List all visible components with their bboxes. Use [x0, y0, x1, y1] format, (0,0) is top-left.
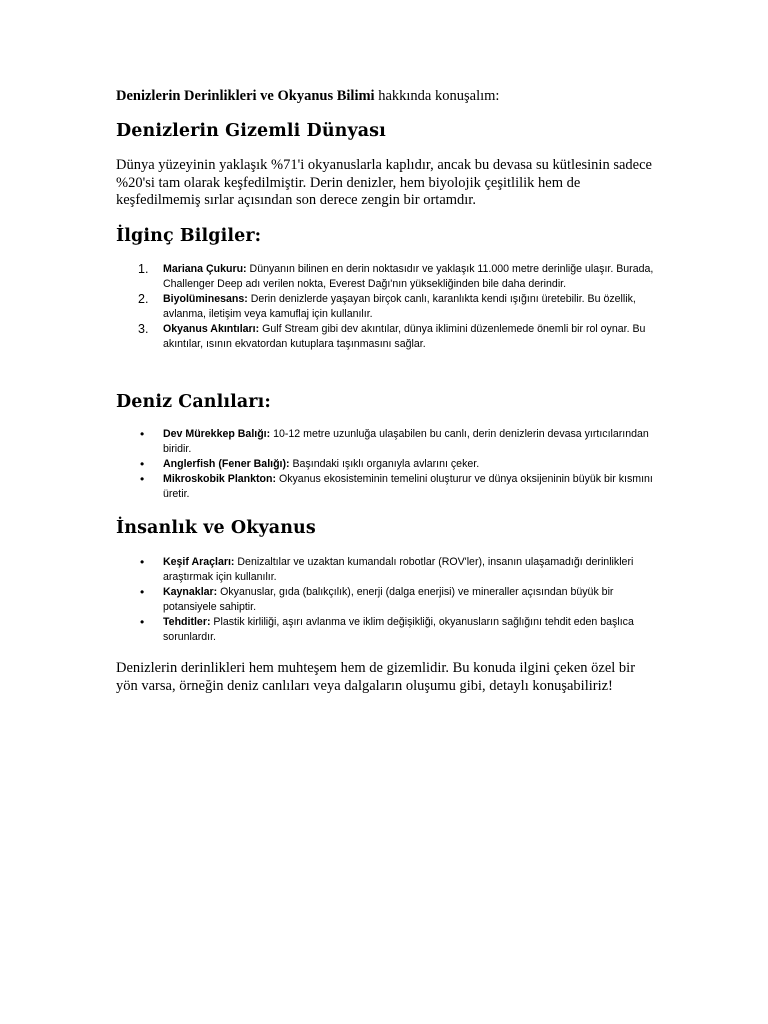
list-number: 1. — [138, 262, 149, 276]
item-text: 10-12 metre uzunluğa ulaşabilen bu canlı, derin denizlerin devasa yırtıcılarından biridir. — [163, 428, 649, 455]
bullet-list-deniz-canlilari — [116, 427, 656, 502]
item-title: Mariana Çukuru: — [163, 263, 247, 275]
item-title: Okyanus Akıntıları: — [163, 323, 260, 335]
list-item — [116, 615, 656, 645]
closing-paragraph: Denizlerin derinlikleri hem muhteşem hem de gizemlidir. Bu konuda ilgini çeken özel bir yön varsa, örneğin deniz canlıları veya dalgaların oluşumu gibi, detaylı konuşabiliriz! — [116, 660, 636, 694]
bullet-icon: • — [140, 615, 145, 629]
list-item — [116, 555, 656, 585]
item-title: Anglerfish (Fener Balığı): — [163, 458, 290, 470]
paragraph-gizemli-dunya: Dünya yüzeyinin yaklaşık %71'i okyanuslarla kaplıdır, ancak bu devasa su kütlesinin sadece %20'si tam olarak keşfedilmiştir. Derin denizler, hem biyolojik çeşitlilik hem de keşfedilmemiş sırlar açısından son derece zengin bir ortamdır. — [116, 157, 652, 208]
item-text: Okyanus ekosisteminin temelini oluşturur ve dünya oksijeninin büyük bir kısmını üretir. — [163, 473, 653, 500]
bullet-icon: • — [140, 427, 145, 441]
list-item — [116, 262, 656, 292]
item-title: Mikroskobik Plankton: — [163, 473, 277, 485]
bullet-list-insanlik-ve-okyanus — [116, 555, 656, 645]
item-text: Plastik kirliliği, aşırı avlanma ve iklim değişikliği, okyanusların sağlığını tehdit eden başlıca sorunlardır. — [163, 616, 634, 643]
item-text: Gulf Stream gibi dev akıntılar, dünya iklimini düzenlemede önemli bir rol oynar. Bu akıntılar, ısının ekvatordan kutuplara taşınmasını sağlar. — [163, 323, 646, 350]
item-text: Başındaki ışıklı organıyla avlarını çeker. — [289, 458, 480, 470]
list-item — [116, 427, 656, 457]
list-item — [116, 585, 656, 615]
intro-topic: Denizlerin Derinlikleri ve Okyanus Bilimi — [116, 88, 375, 104]
intro-line — [116, 87, 676, 105]
bullet-icon: • — [140, 555, 145, 569]
list-item — [116, 472, 656, 502]
item-text: Denizaltılar ve uzaktan kumandalı robotlar (ROV'ler), insanın ulaşamadığı derinlikleri araştırmak için kullanılır. — [163, 556, 634, 583]
bullet-icon: • — [140, 585, 145, 599]
item-title: Biyolüminesans: — [163, 293, 248, 305]
bullet-icon: • — [140, 457, 145, 471]
heading-insanlik-ve-okyanus: İnsanlık ve Okyanus — [116, 518, 316, 538]
list-number: 3. — [138, 322, 149, 336]
item-text: Dünyanın bilinen en derin noktasıdır ve yaklaşık 11.000 metre derinliğe ulaşır. Burada, Challenger Deep adı verilen nokta, Everest Dağı'nın yüksekliğinden bile daha derindir. — [163, 263, 654, 290]
list-item — [116, 292, 656, 322]
item-title: Dev Mürekkep Balığı: — [163, 428, 271, 440]
item-text: Okyanuslar, gıda (balıkçılık), enerji (dalga enerjisi) ve mineraller açısından büyük bir potansiyele sahiptir. — [163, 586, 614, 613]
heading-ilginc-bilgiler: İlginç Bilgiler: — [116, 226, 262, 246]
item-title: Keşif Araçları: — [163, 556, 235, 568]
item-text: Derin denizlerde yaşayan birçok canlı, karanlıkta kendi ışığını üretebilir. Bu özellik, avlanma, iletişim veya kamuflaj için kullanılır. — [163, 293, 636, 320]
numbered-list-ilginc-bilgiler — [116, 262, 656, 352]
bullet-icon: • — [140, 472, 145, 486]
heading-gizemli-dunya: Denizlerin Gizemli Dünyası — [116, 121, 386, 141]
intro-rest: hakkında konuşalım: — [374, 88, 500, 104]
list-number: 2. — [138, 292, 149, 306]
item-title: Tehditler: — [163, 616, 211, 628]
list-item — [116, 457, 656, 472]
item-title: Kaynaklar: — [163, 586, 218, 598]
heading-deniz-canlilari: Deniz Canlıları: — [116, 392, 271, 412]
list-item — [116, 322, 656, 352]
